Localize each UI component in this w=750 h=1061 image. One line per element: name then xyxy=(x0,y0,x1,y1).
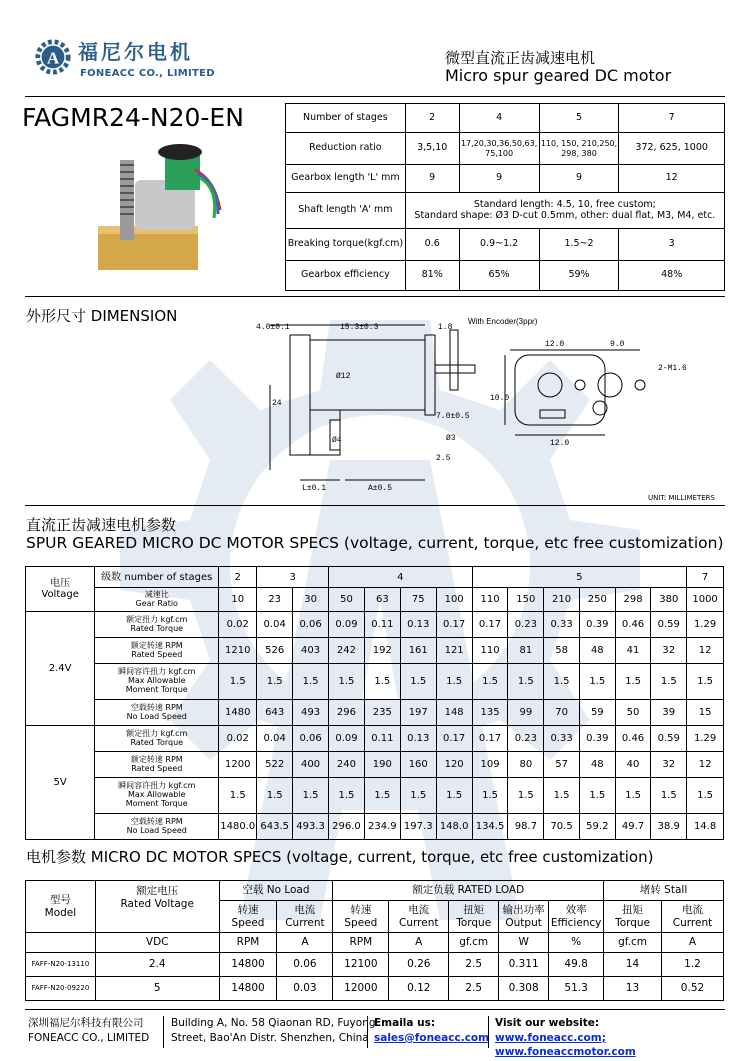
value-cell: 98.7 xyxy=(508,814,544,840)
value-cell: 1.5 xyxy=(508,778,544,814)
value-cell: 1480.0 xyxy=(219,814,257,840)
unit-cell: A xyxy=(662,933,724,953)
footer-address xyxy=(171,1016,376,1045)
value-cell: 13 xyxy=(604,977,662,1001)
value-cell: 1200 xyxy=(219,752,257,778)
value-cell: 14800 xyxy=(219,953,277,977)
ratio-cell: 100 xyxy=(436,588,472,612)
value-cell: 14800 xyxy=(219,977,277,1001)
ratio-cell: 380 xyxy=(651,588,687,612)
value-cell: 235 xyxy=(364,700,400,726)
blank-cell xyxy=(26,933,96,953)
value-cell: 49.8 xyxy=(549,953,604,977)
value-cell: 1.5 xyxy=(687,664,724,700)
table-row xyxy=(26,881,724,901)
ratio-cell: 10 xyxy=(219,588,257,612)
value-cell: 1480 xyxy=(219,700,257,726)
value-cell: 0.23 xyxy=(508,726,544,752)
value-cell: 81 xyxy=(508,638,544,664)
rated-header: 额定负载 RATED LOAD xyxy=(333,881,604,901)
value-cell: 1.5 xyxy=(544,778,580,814)
divider xyxy=(25,296,725,297)
value-cell: 526 xyxy=(257,638,293,664)
ratio-cell: 110 xyxy=(472,588,508,612)
value-cell: 41 xyxy=(615,638,651,664)
table-row xyxy=(286,165,725,193)
dim-label-f12b: 12.0 xyxy=(550,439,570,448)
param-label: 空载转速 RPM No Load Speed xyxy=(95,814,219,840)
value-cell: 197 xyxy=(400,700,436,726)
value-cell: 51.3 xyxy=(549,977,604,1001)
svg-text:A: A xyxy=(46,48,60,68)
cell: 17,20,30,36,50,63, 75,100 xyxy=(459,133,539,165)
value-cell: 50 xyxy=(615,700,651,726)
value-cell: 0.52 xyxy=(662,977,724,1001)
footer-web xyxy=(495,1016,750,1060)
ratio-cell: 210 xyxy=(544,588,580,612)
value-cell: 1210 xyxy=(219,638,257,664)
value-cell: 0.12 xyxy=(389,977,449,1001)
footer-divider xyxy=(25,1009,725,1010)
value-cell: 1.5 xyxy=(651,778,687,814)
value-cell: 1.2 xyxy=(662,953,724,977)
table-row xyxy=(26,612,724,638)
email-link[interactable]: sales@foneacc.com xyxy=(374,1031,490,1044)
row-label: Number of stages xyxy=(286,104,406,133)
sub-header: 扭矩 Torque xyxy=(604,901,662,933)
value-cell: 49.7 xyxy=(615,814,651,840)
value-cell: 0.13 xyxy=(400,726,436,752)
value-cell: 12100 xyxy=(333,953,389,977)
unit-cell: A xyxy=(389,933,449,953)
spur-title-en: SPUR GEARED MICRO DC MOTOR SPECS (voltage, current, torque, etc free customization) xyxy=(26,534,724,552)
table-row xyxy=(286,104,725,133)
value-cell: 400 xyxy=(293,752,329,778)
value-cell: 5 xyxy=(95,977,219,1001)
unit-cell: A xyxy=(277,933,333,953)
value-cell: 160 xyxy=(400,752,436,778)
unit-cell: gf.cm xyxy=(449,933,499,953)
footer-email xyxy=(374,1016,489,1045)
stage-group: 3 xyxy=(257,567,329,588)
dim-label-153: 15.3±0.3 xyxy=(340,323,379,332)
table-row xyxy=(26,726,724,752)
value-cell: 70.5 xyxy=(544,814,580,840)
cell: 3 xyxy=(619,229,725,261)
value-cell: 0.04 xyxy=(257,726,293,752)
noload-header: 空载 No Load xyxy=(219,881,333,901)
value-cell: 1.5 xyxy=(257,664,293,700)
value-cell: 14 xyxy=(604,953,662,977)
title-cn: 微型直流正齿减速电机 xyxy=(445,49,596,67)
value-cell: 1.5 xyxy=(472,664,508,700)
value-cell: 1.5 xyxy=(687,778,724,814)
cell: 65% xyxy=(459,261,539,291)
value-cell: 1.5 xyxy=(544,664,580,700)
dim-label-24: 24 xyxy=(272,399,282,408)
row-label: Shaft length 'A' mm xyxy=(286,193,406,229)
ratio-cell: 23 xyxy=(257,588,293,612)
table-row xyxy=(26,778,724,814)
motor-photo-icon xyxy=(80,140,230,280)
brand-cn: 福尼尔电机 xyxy=(78,40,193,64)
stages-header: 级数 number of stages xyxy=(95,567,219,588)
param-label: 额定转速 RPM Rated Speed xyxy=(95,638,219,664)
value-cell: 0.26 xyxy=(389,953,449,977)
web-label: Visit our website: xyxy=(495,1017,600,1029)
cell: 81% xyxy=(405,261,459,291)
value-cell: 12000 xyxy=(333,977,389,1001)
model-cell: FAFF-N20-09220 xyxy=(26,977,96,1001)
sub-header: 转速 Speed xyxy=(219,901,277,933)
stage-group: 7 xyxy=(687,567,724,588)
value-cell: 0.308 xyxy=(499,977,549,1001)
unit-cell: % xyxy=(549,933,604,953)
value-cell: 70 xyxy=(544,700,580,726)
value-cell: 0.03 xyxy=(277,977,333,1001)
voltage-header: 电压 Voltage xyxy=(26,567,95,612)
dim-label-7: 7.0±0.5 xyxy=(436,412,470,421)
value-cell: 0.17 xyxy=(436,726,472,752)
table-row xyxy=(26,588,724,612)
value-cell: 0.59 xyxy=(651,726,687,752)
cell: 59% xyxy=(539,261,619,291)
gearbox-table xyxy=(285,103,725,291)
value-cell: 0.23 xyxy=(508,612,544,638)
cell: 4 xyxy=(459,104,539,133)
sub-header: 电流 Current xyxy=(389,901,449,933)
value-cell: 39 xyxy=(651,700,687,726)
row-label: Gearbox efficiency xyxy=(286,261,406,291)
dim-label-f10: 10.0 xyxy=(490,394,510,403)
unit-cell: W xyxy=(499,933,549,953)
footer-sep xyxy=(488,1016,489,1048)
brand-logo xyxy=(34,38,72,80)
dim-label-f9: 9.0 xyxy=(610,340,625,349)
ratio-cell: 30 xyxy=(293,588,329,612)
cell: 48% xyxy=(619,261,725,291)
value-cell: 38.9 xyxy=(651,814,687,840)
model-code: FAGMR24-N20-EN xyxy=(22,103,244,132)
value-cell: 0.06 xyxy=(293,726,329,752)
sub-header: 效率 Efficiency xyxy=(549,901,604,933)
param-label: 额定转速 RPM Rated Speed xyxy=(95,752,219,778)
value-cell: 99 xyxy=(508,700,544,726)
value-cell: 80 xyxy=(508,752,544,778)
cell: 1.5~2 xyxy=(539,229,619,261)
value-cell: 2.4 xyxy=(95,953,219,977)
cell: 7 xyxy=(619,104,725,133)
value-cell: 1.5 xyxy=(400,664,436,700)
cell: 9 xyxy=(405,165,459,193)
table-row xyxy=(26,638,724,664)
value-cell: 1.5 xyxy=(400,778,436,814)
dim-label-A: A±0.5 xyxy=(368,484,393,493)
value-cell: 1.5 xyxy=(651,664,687,700)
row-label: Reduction ratio xyxy=(286,133,406,165)
gear-logo-icon xyxy=(34,38,72,76)
dim-label-18: 1.8 xyxy=(438,323,453,332)
table-row xyxy=(26,977,724,1001)
param-label: 额定扭力 kgf.cm Rated Torque xyxy=(95,726,219,752)
value-cell: 59.2 xyxy=(579,814,615,840)
table-row xyxy=(286,229,725,261)
value-cell: 1.5 xyxy=(436,778,472,814)
dim-label-d3: Ø3 xyxy=(446,434,456,443)
value-cell: 135 xyxy=(472,700,508,726)
sub-header: 扭矩 Torque xyxy=(449,901,499,933)
value-cell: 1.5 xyxy=(329,778,365,814)
footer-company xyxy=(28,1016,156,1045)
footer-sep xyxy=(163,1016,164,1048)
value-cell: 190 xyxy=(364,752,400,778)
divider xyxy=(25,505,725,506)
cell: 12 xyxy=(619,165,725,193)
table-row xyxy=(26,814,724,840)
value-cell: 134.5 xyxy=(472,814,508,840)
value-cell: 0.33 xyxy=(544,612,580,638)
value-cell: 0.06 xyxy=(277,953,333,977)
value-cell: 296 xyxy=(329,700,365,726)
value-cell: 12 xyxy=(687,638,724,664)
address-line-1: Building A, No. 58 Qiaonan RD, Fuyong xyxy=(171,1017,376,1029)
cell: 3,5,10 xyxy=(405,133,459,165)
value-cell: 0.02 xyxy=(219,612,257,638)
ratio-cell: 63 xyxy=(364,588,400,612)
value-cell: 120 xyxy=(436,752,472,778)
value-cell: 0.46 xyxy=(615,612,651,638)
stage-group: 4 xyxy=(329,567,473,588)
value-cell: 48 xyxy=(579,752,615,778)
cell: 9 xyxy=(539,165,619,193)
value-cell: 0.59 xyxy=(651,612,687,638)
value-cell: 148.0 xyxy=(436,814,472,840)
value-cell: 1.5 xyxy=(219,778,257,814)
ratio-cell: 150 xyxy=(508,588,544,612)
value-cell: 0.09 xyxy=(329,612,365,638)
value-cell: 0.11 xyxy=(364,612,400,638)
ratio-cell: 1000 xyxy=(687,588,724,612)
value-cell: 14.8 xyxy=(687,814,724,840)
sub-header: 电流 Current xyxy=(277,901,333,933)
cell: 110, 150, 210,250, 298, 380 xyxy=(539,133,619,165)
value-cell: 0.39 xyxy=(579,612,615,638)
value-cell: 0.33 xyxy=(544,726,580,752)
value-cell: 197.3 xyxy=(400,814,436,840)
cell: 0.9~1.2 xyxy=(459,229,539,261)
voltage-header: 额定电压 Rated Voltage xyxy=(95,881,219,933)
value-cell: 1.5 xyxy=(329,664,365,700)
table-row xyxy=(26,700,724,726)
value-cell: 48 xyxy=(579,638,615,664)
stage-group: 2 xyxy=(219,567,257,588)
spur-title-cn: 直流正齿减速电机参数 xyxy=(26,516,177,534)
company-en: FONEACC CO., LIMITED xyxy=(28,1031,150,1044)
brand-en: FONEACC CO., LIMITED xyxy=(80,68,215,79)
param-label: 瞬间容许扭力 kgf.cm Max Allowable Moment Torque xyxy=(95,664,219,700)
table-row xyxy=(26,664,724,700)
voltage-cell: 2.4V xyxy=(26,612,95,726)
ratio-cell: 75 xyxy=(400,588,436,612)
sub-header: 电流 Current xyxy=(662,901,724,933)
value-cell: 1.5 xyxy=(579,778,615,814)
title-en: Micro spur geared DC motor xyxy=(445,66,672,85)
web-link[interactable]: www.foneacc.com; www.foneaccmotor.com xyxy=(495,1031,636,1059)
value-cell: 1.5 xyxy=(364,664,400,700)
value-cell: 0.04 xyxy=(257,612,293,638)
value-cell: 0.02 xyxy=(219,726,257,752)
value-cell: 0.17 xyxy=(472,612,508,638)
value-cell: 1.5 xyxy=(257,778,293,814)
table-row xyxy=(26,933,724,953)
value-cell: 1.5 xyxy=(579,664,615,700)
value-cell: 148 xyxy=(436,700,472,726)
param-label: 空载转速 RPM No Load Speed xyxy=(95,700,219,726)
value-cell: 40 xyxy=(615,752,651,778)
value-cell: 0.11 xyxy=(364,726,400,752)
table-row xyxy=(286,261,725,291)
value-cell: 1.5 xyxy=(472,778,508,814)
value-cell: 0.13 xyxy=(400,612,436,638)
value-cell: 234.9 xyxy=(364,814,400,840)
cell: 2 xyxy=(405,104,459,133)
dimension-drawing xyxy=(250,310,730,500)
cell: Standard length: 4.5, 10, free custom; Standard shape: Ø3 D-cut 0.5mm, other: dual flat, M3, M4, etc. xyxy=(405,193,724,229)
cell: 0.6 xyxy=(405,229,459,261)
value-cell: 1.5 xyxy=(293,778,329,814)
dim-label-d4: Ø4 xyxy=(332,436,342,445)
dim-label-4: 4.0±0.1 xyxy=(256,323,290,332)
table-row xyxy=(26,752,724,778)
table-row xyxy=(286,193,725,229)
dim-label-L: L±0.1 xyxy=(302,484,327,493)
unit-label: UNIT: MILLIMETERS xyxy=(648,494,715,502)
address-line-2: Street, Bao'An Distr. Shenzhen, China xyxy=(171,1031,369,1044)
ratio-cell: 298 xyxy=(615,588,651,612)
value-cell: 0.46 xyxy=(615,726,651,752)
email-label: Emaila us: xyxy=(374,1017,436,1029)
unit-cell: VDC xyxy=(95,933,219,953)
value-cell: 1.5 xyxy=(364,778,400,814)
value-cell: 110 xyxy=(472,638,508,664)
unit-cell: RPM xyxy=(219,933,277,953)
value-cell: 12 xyxy=(687,752,724,778)
value-cell: 1.5 xyxy=(508,664,544,700)
value-cell: 109 xyxy=(472,752,508,778)
table-row xyxy=(26,953,724,977)
value-cell: 161 xyxy=(400,638,436,664)
value-cell: 493.3 xyxy=(293,814,329,840)
dim-label-25: 2.5 xyxy=(436,454,451,463)
stage-group: 5 xyxy=(472,567,687,588)
value-cell: 0.09 xyxy=(329,726,365,752)
value-cell: 1.29 xyxy=(687,612,724,638)
cell: 5 xyxy=(539,104,619,133)
motor-title: 电机参数 MICRO DC MOTOR SPECS (voltage, current, torque, etc free customization) xyxy=(26,848,654,866)
table-row xyxy=(286,133,725,165)
value-cell: 1.5 xyxy=(615,664,651,700)
value-cell: 296.0 xyxy=(329,814,365,840)
value-cell: 1.5 xyxy=(436,664,472,700)
value-cell: 403 xyxy=(293,638,329,664)
value-cell: 1.5 xyxy=(293,664,329,700)
value-cell: 1.5 xyxy=(219,664,257,700)
voltage-cell: 5V xyxy=(26,726,95,840)
footer-sep xyxy=(367,1016,368,1048)
value-cell: 15 xyxy=(687,700,724,726)
motor-specs-table xyxy=(25,880,724,1001)
value-cell: 1.5 xyxy=(615,778,651,814)
ratio-cell: 250 xyxy=(579,588,615,612)
ratio-cell: 50 xyxy=(329,588,365,612)
value-cell: 0.39 xyxy=(579,726,615,752)
value-cell: 643.5 xyxy=(257,814,293,840)
value-cell: 0.311 xyxy=(499,953,549,977)
param-label: 额定扭力 kgf.cm Rated Torque xyxy=(95,612,219,638)
unit-cell: RPM xyxy=(333,933,389,953)
value-cell: 643 xyxy=(257,700,293,726)
value-cell: 242 xyxy=(329,638,365,664)
value-cell: 522 xyxy=(257,752,293,778)
value-cell: 2.5 xyxy=(449,977,499,1001)
sub-header: 转速 Speed xyxy=(333,901,389,933)
unit-cell: gf.cm xyxy=(604,933,662,953)
value-cell: 2.5 xyxy=(449,953,499,977)
cell: 9 xyxy=(459,165,539,193)
dim-label-d12: Ø12 xyxy=(336,372,351,381)
value-cell: 121 xyxy=(436,638,472,664)
value-cell: 240 xyxy=(329,752,365,778)
dim-label-encoder: With Encoder(3ppr) xyxy=(468,317,538,326)
param-label: 瞬间容许扭力 kgf.cm Max Allowable Moment Torque xyxy=(95,778,219,814)
value-cell: 1.29 xyxy=(687,726,724,752)
ratio-header: 减速比 Gear Ratio xyxy=(95,588,219,612)
model-header: 型号 Model xyxy=(26,881,96,933)
row-label: Breaking torque(kgf.cm) xyxy=(286,229,406,261)
table-row xyxy=(26,567,724,588)
spur-specs-table xyxy=(25,566,724,840)
row-label: Gearbox length 'L' mm xyxy=(286,165,406,193)
value-cell: 57 xyxy=(544,752,580,778)
sub-header: 输出功率 Output xyxy=(499,901,549,933)
value-cell: 0.06 xyxy=(293,612,329,638)
value-cell: 0.17 xyxy=(472,726,508,752)
company-cn: 深圳福尼尔科技有限公司 xyxy=(28,1017,144,1029)
value-cell: 0.17 xyxy=(436,612,472,638)
dim-label-m16: 2-M1.6 xyxy=(658,364,687,373)
value-cell: 58 xyxy=(544,638,580,664)
value-cell: 493 xyxy=(293,700,329,726)
dimension-title: 外形尺寸 DIMENSION xyxy=(26,307,178,325)
value-cell: 32 xyxy=(651,638,687,664)
stall-header: 堵转 Stall xyxy=(604,881,724,901)
value-cell: 59 xyxy=(579,700,615,726)
value-cell: 32 xyxy=(651,752,687,778)
cell: 372, 625, 1000 xyxy=(619,133,725,165)
dim-label-f12a: 12.0 xyxy=(545,340,565,349)
model-cell: FAFF-N20-13110 xyxy=(26,953,96,977)
value-cell: 192 xyxy=(364,638,400,664)
header-divider xyxy=(25,96,725,97)
